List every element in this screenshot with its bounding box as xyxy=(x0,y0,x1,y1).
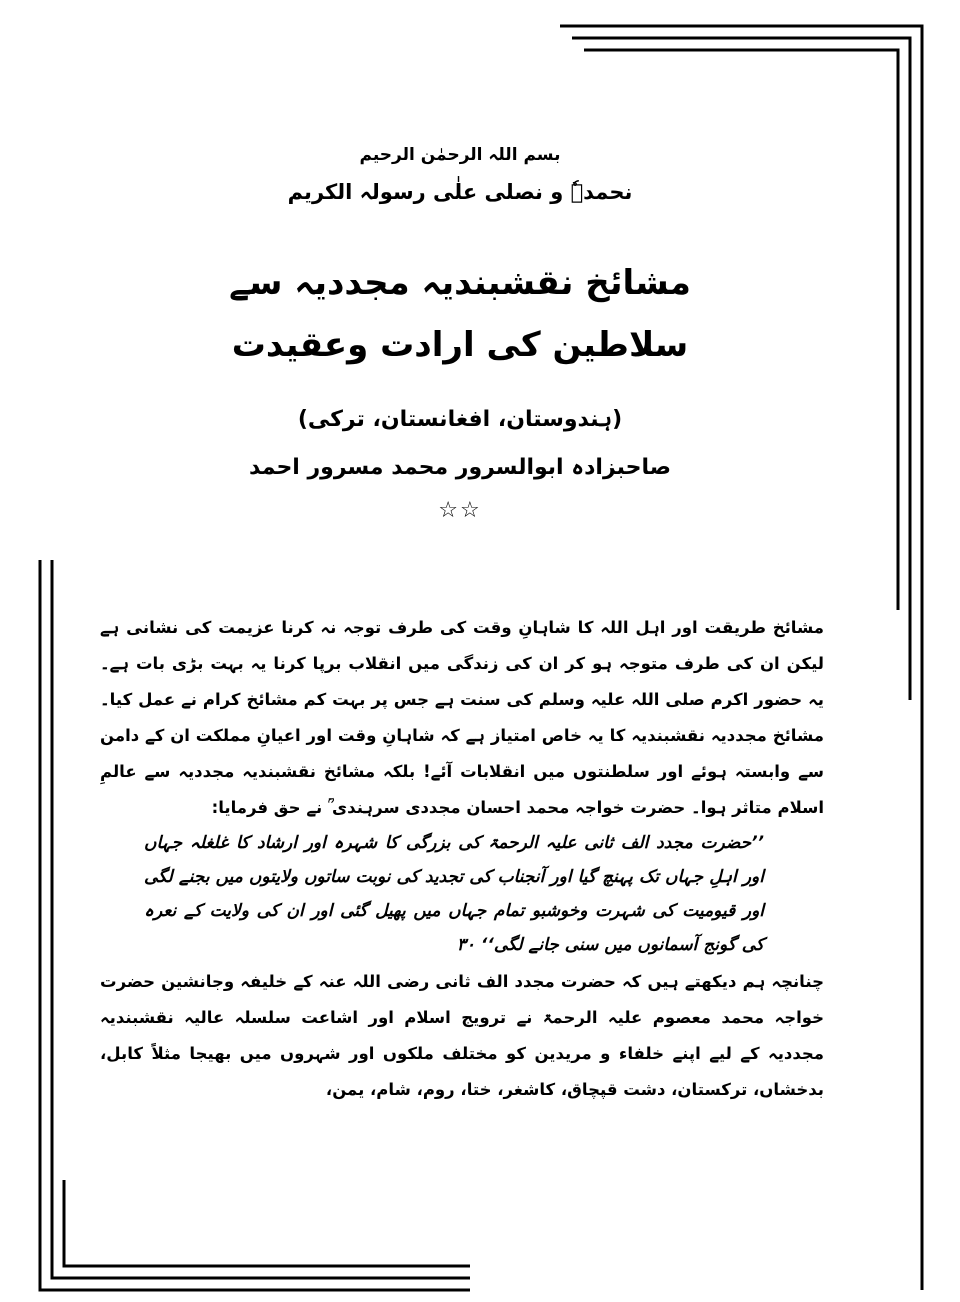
page-header xyxy=(80,130,840,526)
paragraph-2: چنانچہ ہم دیکھتے ہیں کہ حضرت مجدد الف ثانی رضی اللہ عنہ کے خلیفہ وجانشین حضرت خواجہ محمد معصوم علیہ الرحمۃ نے ترویج اسلام اور اشاعت سلسلہ عالیہ نقشبندیہ مجددیہ کے لیے اپنے خلفاء و مریدین کو مختلف ملکوں اور شہروں میں بھیجا مثلاً کابل، بدخشاں، ترکستان، دشت قپچاق، کاشغر، ختا، روم، شام، یمن، xyxy=(100,972,824,1099)
border-line-bottom-inner xyxy=(64,1180,470,1266)
quotation: ’’حضرت مجدد الف ثانی علیہ الرحمۃ کی بزرگی کا شہرہ اور ارشاد کا غلغلہ جہاں اور اہلِ جہاں تک پہنچ گیا اور آنجناب کی تجدید کی نوبت ساتوں ولایتوں میں بجنے لگی اور قیومیت کی شہرت وخوشبو تمام جہاں میں پھیل گئی اور ان کی ولایت کے نعرہ کی گونج آسمانوں میں سنی جانے لگی‘‘ ۳۰ xyxy=(144,833,764,955)
author-name: صاحبزادہ ابوالسرور محمد مسرور احمد xyxy=(248,455,672,480)
page-title-line-1: مشائخ نقشبندیہ مجددیہ سے xyxy=(229,263,691,303)
basmala: بسم اللہ الرحمٰن الرحیم xyxy=(359,145,561,165)
subtitle: (ہندوستان، افغانستان، ترکی) xyxy=(297,407,623,432)
paragraph-1: مشائخ طریقت اور اہل اللہ کا شاہانِ وقت کی طرف توجہ نہ کرنا عزیمت کی نشانی ہے لیکن ان کی طرف متوجہ ہو کر ان کی زندگی میں انقلاب برپا کرنا یہ بہت بڑی بات ہے۔ یہ حضور اکرم صلی اللہ علیہ وسلم کی سنت ہے جس پر بہت کم مشائخ کرام نے عمل کیا۔ مشائخ مجددیہ نقشبندیہ کا یہ خاص امتیاز ہے کہ شاہانِ وقت اور اعیانِ مملکت ان کے دامن سے وابستہ ہوئے اور سلطنتوں میں انقلابات آئے! بلکہ مشائخ نقشبندیہ مجددیہ سے عالمِ اسلام متاثر ہوا۔ حضرت خواجہ محمد احسان مجددی سرہندی ؒ نے حق فرمایا: xyxy=(100,618,824,817)
page-title-line-2: سلاطین کی ارادت وعقیدت xyxy=(231,325,689,365)
hamd-line: نحمدہٗ و نصلی علٰی رسولہ الکریم xyxy=(287,180,633,204)
star-separator: ☆☆ xyxy=(438,498,482,523)
article-body xyxy=(100,610,824,1108)
